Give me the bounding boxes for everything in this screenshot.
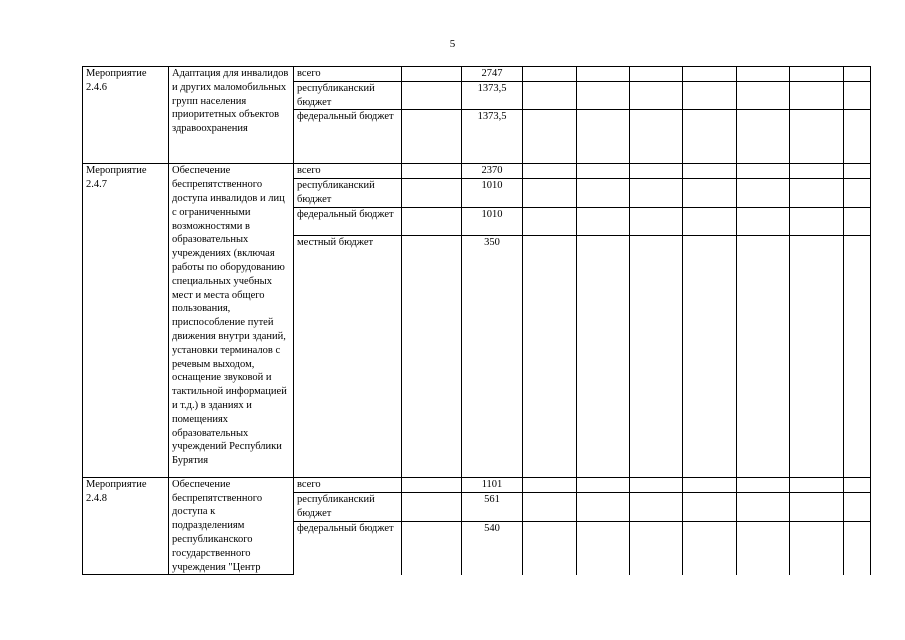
empty-cell: [737, 477, 790, 492]
table-row: [83, 67, 871, 82]
empty-cell: [523, 179, 577, 208]
empty-cell: [523, 81, 577, 110]
empty-cell: [577, 81, 630, 110]
page-number: 5: [449, 38, 456, 50]
empty-cell: [630, 179, 683, 208]
empty-cell: [523, 110, 577, 164]
funding-source: республиканский бюджет: [294, 492, 402, 521]
empty-cell: [402, 67, 462, 82]
activity-code: Мероприятие 2.4.6: [83, 67, 169, 164]
empty-cell: [844, 492, 871, 521]
empty-cell: [737, 110, 790, 164]
empty-cell: [737, 207, 790, 235]
empty-cell: [402, 164, 462, 179]
empty-cell: [630, 81, 683, 110]
empty-cell: [844, 164, 871, 179]
empty-cell: [402, 179, 462, 208]
funding-source: федеральный бюджет: [294, 522, 402, 575]
empty-cell: [577, 207, 630, 235]
empty-cell: [844, 179, 871, 208]
empty-cell: [402, 235, 462, 477]
empty-cell: [523, 477, 577, 492]
activity-code: Мероприятие 2.4.8: [83, 477, 169, 575]
empty-cell: [402, 81, 462, 110]
empty-cell: [577, 477, 630, 492]
table-row: [83, 164, 871, 179]
amount-cell: 350: [462, 235, 523, 477]
empty-cell: [577, 67, 630, 82]
empty-cell: [402, 492, 462, 521]
empty-cell: [844, 81, 871, 110]
empty-cell: [790, 207, 844, 235]
empty-cell: [630, 207, 683, 235]
empty-cell: [523, 522, 577, 575]
funding-source: всего: [294, 67, 402, 82]
empty-cell: [790, 179, 844, 208]
empty-cell: [630, 522, 683, 575]
budget-table: [82, 66, 871, 575]
empty-cell: [844, 522, 871, 575]
empty-cell: [630, 477, 683, 492]
amount-cell: 1101: [462, 477, 523, 492]
empty-cell: [523, 207, 577, 235]
empty-cell: [844, 235, 871, 477]
funding-source: республиканский бюджет: [294, 179, 402, 208]
empty-cell: [402, 110, 462, 164]
activity-description: Обеспечение беспрепятственного доступа инвалидов и лиц с ограниченными возможностями в образовательных учреждениях (включая работы по оборудованию специальных учебных мест и места общего пользования, приспособление путей движения внутри зданий, установки терминалов с речевым выходом, оснащение звуковой и тактильной информацией и т.д.) в зданиях и помещениях образовательных учреждений Республики Бурятия: [169, 164, 294, 477]
funding-source: федеральный бюджет: [294, 207, 402, 235]
empty-cell: [402, 522, 462, 575]
amount-cell: 1010: [462, 207, 523, 235]
empty-cell: [630, 235, 683, 477]
empty-cell: [523, 235, 577, 477]
empty-cell: [790, 110, 844, 164]
amount-cell: 1373,5: [462, 81, 523, 110]
empty-cell: [737, 67, 790, 82]
empty-cell: [737, 81, 790, 110]
empty-cell: [844, 207, 871, 235]
empty-cell: [844, 110, 871, 164]
empty-cell: [683, 179, 737, 208]
empty-cell: [683, 522, 737, 575]
activity-code: Мероприятие 2.4.7: [83, 164, 169, 477]
funding-source: всего: [294, 164, 402, 179]
amount-cell: 540: [462, 522, 523, 575]
amount-cell: 1010: [462, 179, 523, 208]
empty-cell: [737, 522, 790, 575]
empty-cell: [737, 164, 790, 179]
amount-cell: 1373,5: [462, 110, 523, 164]
empty-cell: [577, 179, 630, 208]
empty-cell: [523, 67, 577, 82]
empty-cell: [790, 164, 844, 179]
empty-cell: [737, 492, 790, 521]
empty-cell: [790, 492, 844, 521]
funding-source: всего: [294, 477, 402, 492]
empty-cell: [523, 492, 577, 521]
funding-source: федеральный бюджет: [294, 110, 402, 164]
empty-cell: [577, 164, 630, 179]
activity-description: Обеспечение беспрепятственного доступа к подразделениям республиканского государственного учреждения "Центр: [169, 477, 294, 575]
empty-cell: [683, 110, 737, 164]
activity-description: Адаптация для инвалидов и других маломобильных групп населения приоритетных объектов здравоохранения: [169, 67, 294, 164]
empty-cell: [683, 164, 737, 179]
empty-cell: [683, 207, 737, 235]
funding-source: республиканский бюджет: [294, 81, 402, 110]
table-row: [83, 477, 871, 492]
empty-cell: [737, 179, 790, 208]
amount-cell: 561: [462, 492, 523, 521]
empty-cell: [577, 492, 630, 521]
empty-cell: [577, 110, 630, 164]
empty-cell: [402, 477, 462, 492]
empty-cell: [844, 67, 871, 82]
empty-cell: [630, 492, 683, 521]
empty-cell: [630, 67, 683, 82]
empty-cell: [683, 235, 737, 477]
empty-cell: [790, 67, 844, 82]
empty-cell: [790, 522, 844, 575]
empty-cell: [577, 235, 630, 477]
empty-cell: [630, 164, 683, 179]
empty-cell: [577, 522, 630, 575]
amount-cell: 2747: [462, 67, 523, 82]
empty-cell: [683, 492, 737, 521]
empty-cell: [790, 477, 844, 492]
empty-cell: [844, 477, 871, 492]
empty-cell: [683, 477, 737, 492]
funding-source: местный бюджет: [294, 235, 402, 477]
empty-cell: [630, 110, 683, 164]
empty-cell: [523, 164, 577, 179]
empty-cell: [737, 235, 790, 477]
empty-cell: [402, 207, 462, 235]
empty-cell: [683, 81, 737, 110]
empty-cell: [790, 81, 844, 110]
amount-cell: 2370: [462, 164, 523, 179]
empty-cell: [683, 67, 737, 82]
empty-cell: [790, 235, 844, 477]
